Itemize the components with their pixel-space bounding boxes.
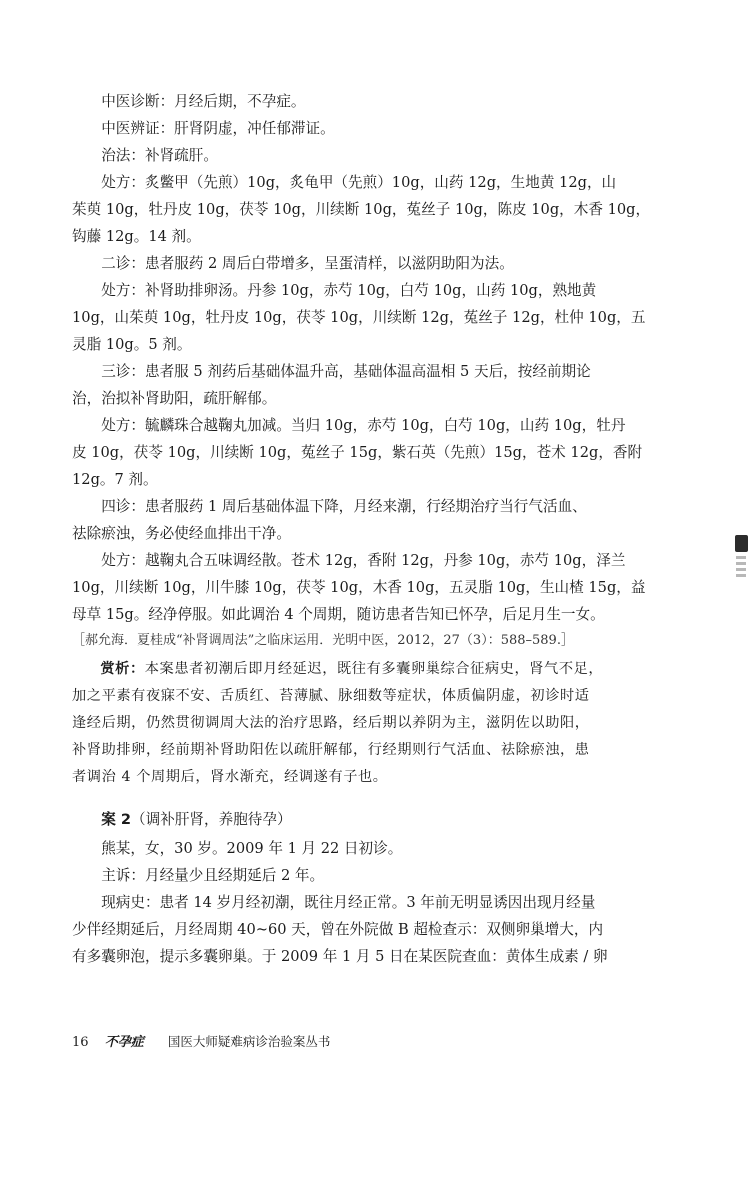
text-line: 皮 10g，茯苓 10g，川续断 10g，菟丝子 15g，紫石英（先煎）15g，苍术 12g，香附 <box>72 444 643 461</box>
text-line: 治，治拟补肾助阳，疏肝解郁。 <box>72 390 277 407</box>
page-body <box>72 88 678 970</box>
text-line: 10g，山茱萸 10g，牡丹皮 10g，茯苓 10g，川续断 12g，菟丝子 12g，杜仲 10g，五 <box>72 309 646 326</box>
text-line: 三诊：患者服 5 剂药后基础体温升高，基础体温高温相 5 天后，按经前期论 <box>101 363 591 380</box>
text-line: 灵脂 10g。5 剂。 <box>72 336 192 353</box>
text-line: 处方：补肾助排卵汤。丹参 10g，赤芍 10g，白芍 10g，山药 10g，熟地黄 <box>101 282 597 299</box>
prescription-1 <box>72 169 678 250</box>
text-line: 补肾助排卵，经前期补肾助阳佐以疏肝解郁，行经期则行气活血、祛除瘀浊，患 <box>72 742 590 758</box>
syndrome-line: 中医辨证：肝肾阴虚，冲任郁滞证。 <box>101 120 335 137</box>
commentary <box>72 656 678 791</box>
text-line: 处方：毓麟珠合越鞠丸加减。当归 10g，赤芍 10g，白芍 10g，山药 10g，牡丹 <box>101 417 626 434</box>
commentary-label: 赏析： <box>100 661 145 677</box>
text-line: 逢经后期，仍然贯彻调周大法的治疗思路，经后期以养阴为主，滋阴佐以助阳， <box>72 715 590 731</box>
chapter-tab-marker <box>734 535 750 583</box>
book-brand: 不孕症 <box>104 1035 144 1050</box>
text-line: 处方：越鞠丸合五味调经散。苍术 12g，香附 12g，丹参 10g，赤芍 10g，泽兰 <box>101 552 626 569</box>
diagnosis-line: 中医诊断：月经后期，不孕症。 <box>101 93 306 110</box>
text-line: 现病史：患者 14 岁月经初潮，既往月经正常。3 年前无明显诱因出现月经量 <box>101 894 596 911</box>
prescription-2 <box>72 277 678 358</box>
present-history <box>72 889 678 970</box>
case-number: 案 2 <box>101 811 132 828</box>
reference-citation: ［郝允海．夏桂成“补肾调周法”之临床运用．光明中医，2012，27（3）：588–589.］ <box>72 633 574 648</box>
third-visit <box>72 358 678 412</box>
series-title: 国医大师疑难病诊治验案丛书 <box>167 1034 331 1049</box>
page-number: 16 <box>72 1035 89 1050</box>
text-line <box>72 656 678 683</box>
text-line: 祛除瘀浊，务必使经血排出干净。 <box>72 525 291 542</box>
commentary-text: 本案患者初潮后即月经延迟，既往有多囊卵巢综合征病史，肾气不足， <box>144 661 604 677</box>
tab-dots <box>736 556 746 578</box>
treatment-method-line: 治法：补肾疏肝。 <box>101 147 218 164</box>
patient-line: 熊某，女，30 岁。2009 年 1 月 22 日初诊。 <box>101 840 403 857</box>
text-line: 有多囊卵泡，提示多囊卵巢。于 2009 年 1 月 5 日在某医院查血：黄体生成素 / 卵 <box>72 948 608 965</box>
text-line: 少伴经期延后，月经周期 40~60 天，曾在外院做 B 超检查示：双侧卵巢增大，内 <box>72 921 604 938</box>
second-visit-line: 二诊：患者服药 2 周后白带增多，呈蛋清样，以滋阴助阳为法。 <box>101 255 514 272</box>
case-heading <box>72 805 678 835</box>
text-line: 茱萸 10g，牡丹皮 10g，茯苓 10g，川续断 10g，菟丝子 10g，陈皮 10g，木香 10g， <box>72 201 651 218</box>
text-line: 加之平素有夜寐不安、舌质红、苔薄腻、脉细数等症状，体质偏阴虚，初诊时适 <box>72 688 590 704</box>
prescription-4 <box>72 547 678 628</box>
text-line: 母草 15g。经净停服。如此调治 4 个周期，随访患者告知已怀孕，后足月生一女。 <box>72 606 605 623</box>
page-footer <box>72 1031 330 1050</box>
text-line: 钩藤 12g。14 剂。 <box>72 228 201 245</box>
case-subtitle: （调补肝肾，养胞待孕） <box>131 811 292 828</box>
text-line: 四诊：患者服药 1 周后基础体温下降，月经来潮，行经期治疗当行气活血、 <box>101 498 587 515</box>
chief-complaint-line: 主诉：月经量少且经期延后 2 年。 <box>101 867 325 884</box>
text-line: 12g。7 剂。 <box>72 471 158 488</box>
tab-block <box>735 535 748 552</box>
text-line: 处方：炙鳖甲（先煎）10g，炙龟甲（先煎）10g，山药 12g，生地黄 12g，山 <box>101 174 617 191</box>
text-line: 者调治 4 个周期后，肾水渐充，经调遂有子也。 <box>72 769 388 785</box>
prescription-3 <box>72 412 678 493</box>
fourth-visit <box>72 493 678 547</box>
text-line: 10g，川续断 10g，川牛膝 10g，茯苓 10g，木香 10g，五灵脂 10g，生山楂 15g，益 <box>72 579 646 596</box>
